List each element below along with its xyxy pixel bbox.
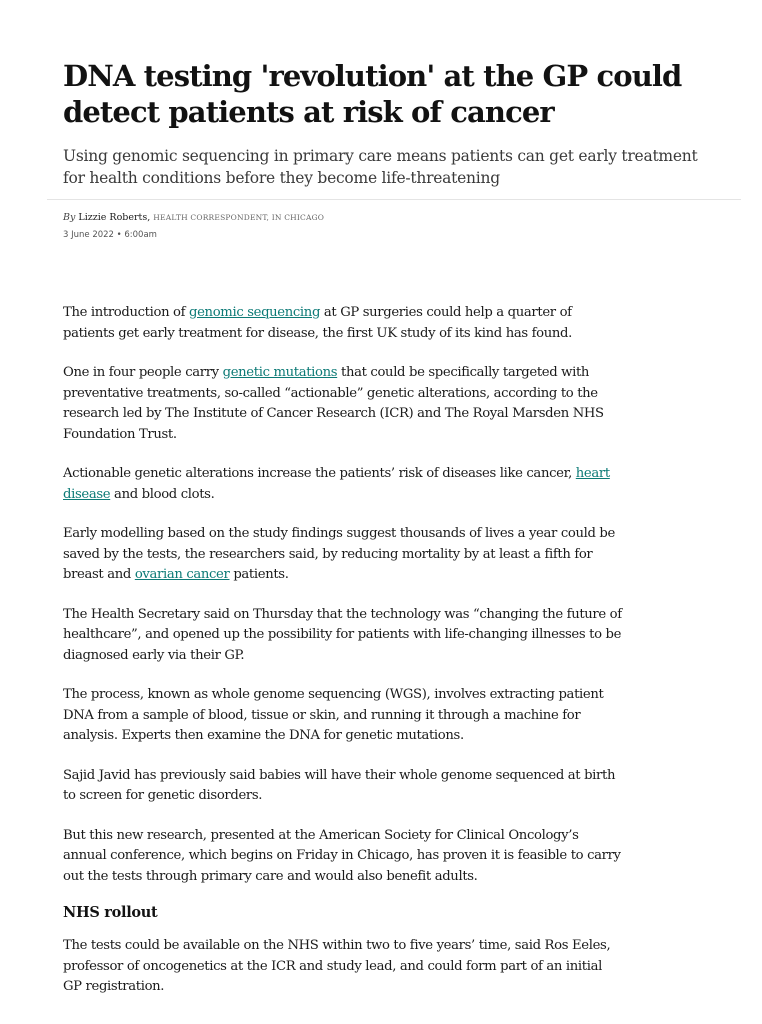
paragraph-text: at GP surgeries could help a quarter of patients get early treatment for disease, the first UK study of its kind has found. [63,305,572,341]
author-name-link[interactable]: Lizzie Roberts, [78,212,151,223]
paragraph-5: The Health Secretary said on Thursday that the technology was “changing the future of healthcare”, and opened up the possibility for patients with life-changing illnesses to be diagnosed early via their GP. [63,606,622,663]
byline [63,211,324,224]
author-role: HEALTH CORRESPONDENT, IN CHICAGO [153,213,325,222]
paragraph-7: Sajid Javid has previously said babies will have their whole genome sequenced at birth to screen for genetic disorders. [63,767,616,803]
paragraph-6: The process, known as whole genome sequencing (WGS), involves extracting patient DNA from a sample of blood, tissue or skin, and running it through a machine for analysis. Experts then examine the DNA for genetic mutations. [63,687,604,743]
publish-date: 3 June 2022 • 6:00am [63,230,157,240]
paragraph-1 [63,303,623,344]
header-divider [47,199,741,200]
paragraph-text: and blood clots. [110,486,215,502]
paragraph-text: that could be specifically targeted with preventative treatments, so-called “actionable” genetic alterations, according to the research led by The Institute of Cancer Research (ICR) and The Royal Marsden NHS Foundation Trust. [63,365,604,442]
article-body [63,303,623,1017]
paragraph-8: But this new research, presented at the American Society for Clinical Oncology’s annual conference, which begins on Friday in Chicago, has proven it is feasible to carry out the tests through primary care and would also benefit adults. [63,827,621,884]
paragraph-4 [63,524,623,586]
article-standfirst: Using genomic sequencing in primary care means patients can get early treatment for health conditions before they become life-threatening [63,147,698,187]
genomic-sequencing-link[interactable]: genomic sequencing [189,305,321,320]
paragraph-9: The tests could be available on the NHS within two to five years’ time, said Ros Eeles, professor of oncogenetics at the ICR and study lead, and could form part of an initial GP registration. [63,938,611,994]
paragraph-text: One in four people carry [63,365,223,380]
subheading-nhs-rollout: NHS rollout [63,904,158,921]
paragraph-text: The introduction of [63,305,190,320]
paragraph-text: patients. [229,567,289,582]
heart-disease-link[interactable]: heart disease [63,466,610,502]
paragraph-text: Early modelling based on the study findings suggest thousands of lives a year could be saved by the tests, the researchers said, by reducing mortality by at least a fifth for breast and [63,526,615,582]
byline-prefix: By [63,212,76,223]
paragraph-2 [63,363,623,445]
article-headline: DNA testing 'revolution' at the GP could detect patients at risk of cancer [63,59,682,129]
ovarian-cancer-link[interactable]: ovarian cancer [134,567,230,582]
paragraph-3 [63,464,623,505]
paragraph-text: Actionable genetic alterations increase the patients’ risk of diseases like cancer, [63,466,576,481]
genetic-mutations-link[interactable]: genetic mutations [222,365,338,380]
